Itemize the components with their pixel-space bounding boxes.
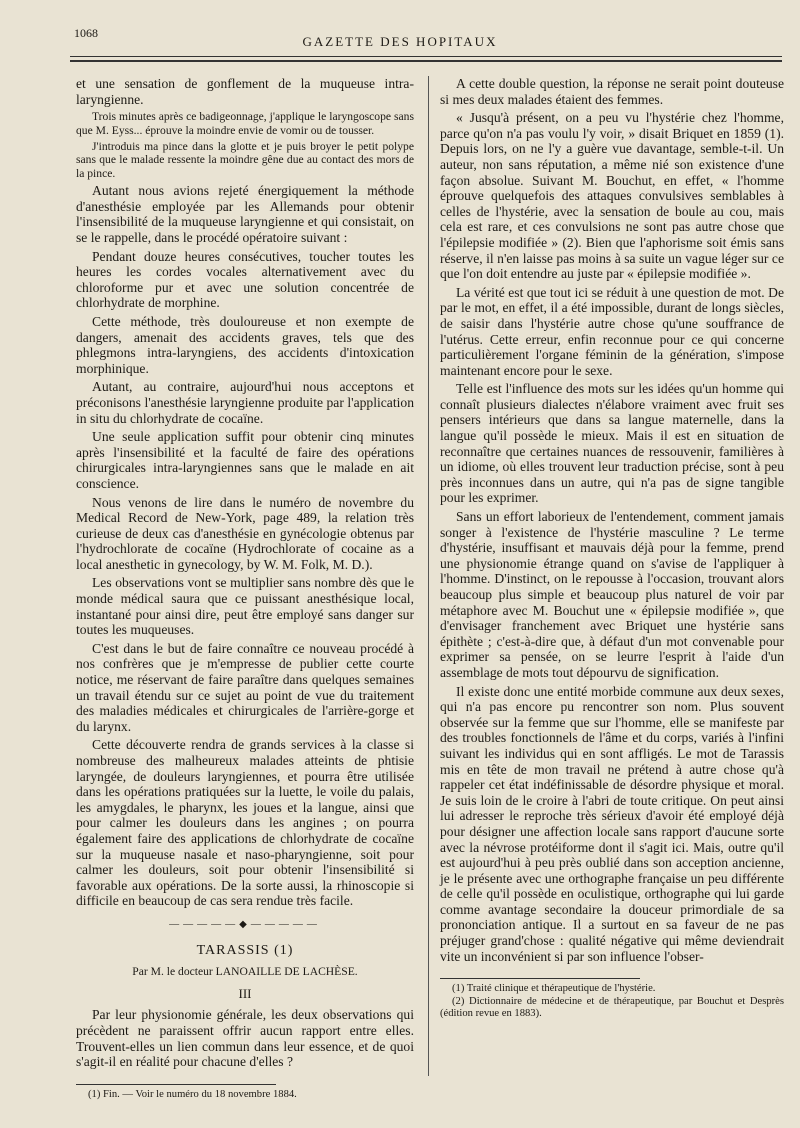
paragraph: Pendant douze heures consécutives, toucher toutes les heures les cordes vocales alternativement avec du chloroforme pur et avec une solution concentrée de chlorhydrate de morphine. xyxy=(76,248,414,311)
page-number: 1068 xyxy=(74,26,98,40)
paragraph: Autant, au contraire, aujourd'hui nous acceptons et préconisons l'anesthésie laryngienne produite par l'application in situ du chlorhydrate de cocaïne. xyxy=(76,379,414,426)
footnote: (1) Traité clinique et thérapeutique de l'hystérie. xyxy=(452,983,656,995)
left-column xyxy=(76,76,414,1101)
footnote-rule xyxy=(440,978,640,979)
paragraph: Les observations vont se multiplier sans nombre dès que le monde médical saura que ce puissant anesthésique local, instantané pour ainsi dire, peut être employé sans danger sur toutes les muqueuses. xyxy=(76,575,414,638)
article-title: TARASSIS (1) xyxy=(196,942,294,958)
paragraph: La vérité est que tout ici se réduit à une question de mot. De par le mot, en effet, il a été impossible, durant de longs siècles, de saisir dans l'hystérie autre chose qu'une souffrance de l'utérus. Cette erreur, enfin reconnue pour ce qui concerne particulièrement l'organe féminin de la génération, s'impose maintenant encore pour le sexe. xyxy=(440,284,784,378)
paragraph: Il existe donc une entité morbide commune aux deux sexes, qui n'a pas encore pu rencontrer son nom. Plus souvent observée sur la femme que sur l'homme, elle se manifeste par des troubles fonctionnels de l'âme et du corps, variés à l'infini suivant les individus qui en sont affligés. Le mot de Tarassis mis en tête de mon travail ne prétend à autre chose qu'à rappeler cet état indéfinissable de désordre physique et moral. Je suis loin de le croire à l'abri de toute critique. On peut ainsi lui adresser le reproche très sérieux d'avoir été employé déjà pour désigner une affection locale sans rapport d'aucune sorte avec la névrose protéiforme dont il s'agit ici. Mais, outre qu'il est aujourd'hui à peu près oublié dans son acception ancienne, je le présente avec une orthographe française un peu différente de celle qu'il possède en oculistique, orthographe qui lui garde comme avantage secondaire la douceur primordiale de sa prononciation antique. Il a surtout en sa faveur de ne pas préjuger grand'chose : qualité négative qui même deviendrait vite un inconvénient si par son influence l'obser- xyxy=(440,683,784,964)
paragraph: « Jusqu'à présent, on a peu vu l'hystérie chez l'homme, parce qu'on n'a pas voulu l'y voir, » disait Briquet en 1859 (1). Depuis lors, on ne l'y a guère vue davantage, semble-t-il. Un auteur, non sans réputation, a même nié son existence d'une façon absolue. Suivant M. Bouchut, en effet, « l'homme éprouve quelquefois des attaques convulsives semblables à celles de l'hystérie, avec la sensation de boule au cou, mais cela est rare, et ces convulsions ne sont pas autre chose que l'épilepsie modifiée » (2). Bien que l'aphorisme soit émis sans réserve, il n'en laisse pas moins à sa suite un vague léger sur ce que l'on doit entendre au juste par « épilepsie modifiée ». xyxy=(440,110,784,282)
paragraph: Cette méthode, très douloureuse et non exempte de dangers, amenait des accidents graves, tels que des phlegmons intra-laryngiens, des accidents d'intoxication morphinique. xyxy=(76,313,414,376)
footnote: (1) Fin. — Voir le numéro du 18 novembre 1884. xyxy=(88,1088,297,1100)
header-rule xyxy=(70,56,782,57)
paragraph: Sans un effort laborieux de l'entendement, comment jamais songer à l'existence de l'hystérie masculine ? Le terme d'hystérie, insuffisant et mauvais déjà pour la femme, prend une physionomie étrange quand on s'avise de l'appliquer à l'homme. D'instinct, on le repousse à l'occasion, trouvant alors beaucoup plus simple et beaucoup plus naturel de voir par métaphore avec M. Bouchut une « épilepsie modifiée », que d'envisager franchement avec Briquet une hystérie sans épithète ; c'est-à-dire que, à défaut d'un mot convenable pour exprimer sa pensée, on se leurre l'esprit à l'aide d'un assemblage de mots tout dépourvu de signification. xyxy=(440,509,784,680)
running-header: GAZETTE DES HOPITAUX xyxy=(302,34,498,49)
article-byline: Par M. le docteur LANOAILLE DE LACHÈSE. xyxy=(132,965,358,979)
paragraph: J'introduis ma pince dans la glotte et je puis broyer le petit polype sans que le malade ressente la moindre gêne due au contact des mors de la pince. xyxy=(76,140,414,180)
paragraph: Autant nous avions rejeté énergiquement la méthode d'anesthésie employée par les Allemands pour obtenir l'insensibilité de la muqueuse laryngienne et qui consistait, on se le rappelle, dans le procédé opératoire suivant : xyxy=(76,183,414,245)
header-rule-thick xyxy=(70,60,782,62)
paragraph: A cette double question, la réponse ne serait point douteuse si mes deux malades étaient des femmes. xyxy=(440,76,784,107)
paragraph: et une sensation de gonflement de la muqueuse intra-laryngienne. xyxy=(76,76,414,107)
paragraph: Par leur physionomie générale, les deux observations qui précèdent ne paraissent offrir aucun rapport entre elles. Trouvent-elles un lien commun dans leur essence, et de quoi s'agit-il en réalité pour chacune d'elles ? xyxy=(76,1007,414,1070)
section-separator: —————◆————— xyxy=(169,918,321,930)
paragraph: Trois minutes après ce badigeonnage, j'applique le laryngoscope sans que M. Eyss... éprouve la moindre envie de vomir ou de tousser. xyxy=(76,110,414,137)
paragraph: Une seule application suffit pour obtenir cinq minutes après l'insensibilité et la faculté de faire des opérations chirurgicales intra-laryngiennes sans que le malade en ait conscience. xyxy=(76,429,414,491)
section-numeral: III xyxy=(238,985,252,1001)
column-divider xyxy=(428,76,429,1076)
paragraph: Cette découverte rendra de grands services à la classe si nombreuse des malheureux malades atteints de phtisie laryngée, de douleurs laryngiennes, et pourra être utilisée dans les opérations pratiquées sur la luette, le voile du palais, les amygdales, le pharynx, les joues et la langue, ainsi que pour calmer les douleurs dans les angines ; on pourra également faire des applications de chlorhydrate de cocaïne sur la muqueuse nasale et naso-pharyngienne, soit pour calmer les douleurs, soit pour obtenir l'insensibilité si favorable aux opérations. De la sorte aussi, la rhinoscopie si difficile en beaucoup de cas sera rendue très facile. xyxy=(76,737,414,909)
paragraph: Nous venons de lire dans le numéro de novembre du Medical Record de New-York, page 489, la relation très curieuse de deux cas d'anesthésie en gynécologie obtenus par l'hydrochlorate de cocaïne (Hydrochlorate of cocaine as a local anesthetic in gynecology, by W. M. Folk, M. D.). xyxy=(76,494,414,572)
paragraph: Telle est l'influence des mots sur les idées qu'un homme qui connaît plusieurs dialectes n'élabore vraiment avec fruit ses pensers intérieurs que dans sa langue maternelle, dans la langue qu'il possède le mieux. Mais il est en situation de reconnaître que certaines nuances de ressouvenir, familières à un idiome, où elles trouvent leur traduction précise, sont à peu près inconnues dans un autre, qui n'a pas de signe tangible pour les exprimer. xyxy=(440,381,784,506)
footnote-rule xyxy=(76,1084,276,1085)
right-column xyxy=(440,76,784,1021)
footnote: (2) Dictionnaire de médecine et de thérapeutique, par Bouchut et Desprès (édition revue en 1883). xyxy=(440,995,784,1020)
paragraph: C'est dans le but de faire connaître ce nouveau procédé à nos confrères que je m'empresse de publier cette courte notice, me réservant de faire paraître dans quelques semaines un travail étendu sur ce sujet au point de vue du traitement des maladies médicales et chirurgicales de l'arrière-gorge et du larynx. xyxy=(76,640,414,734)
